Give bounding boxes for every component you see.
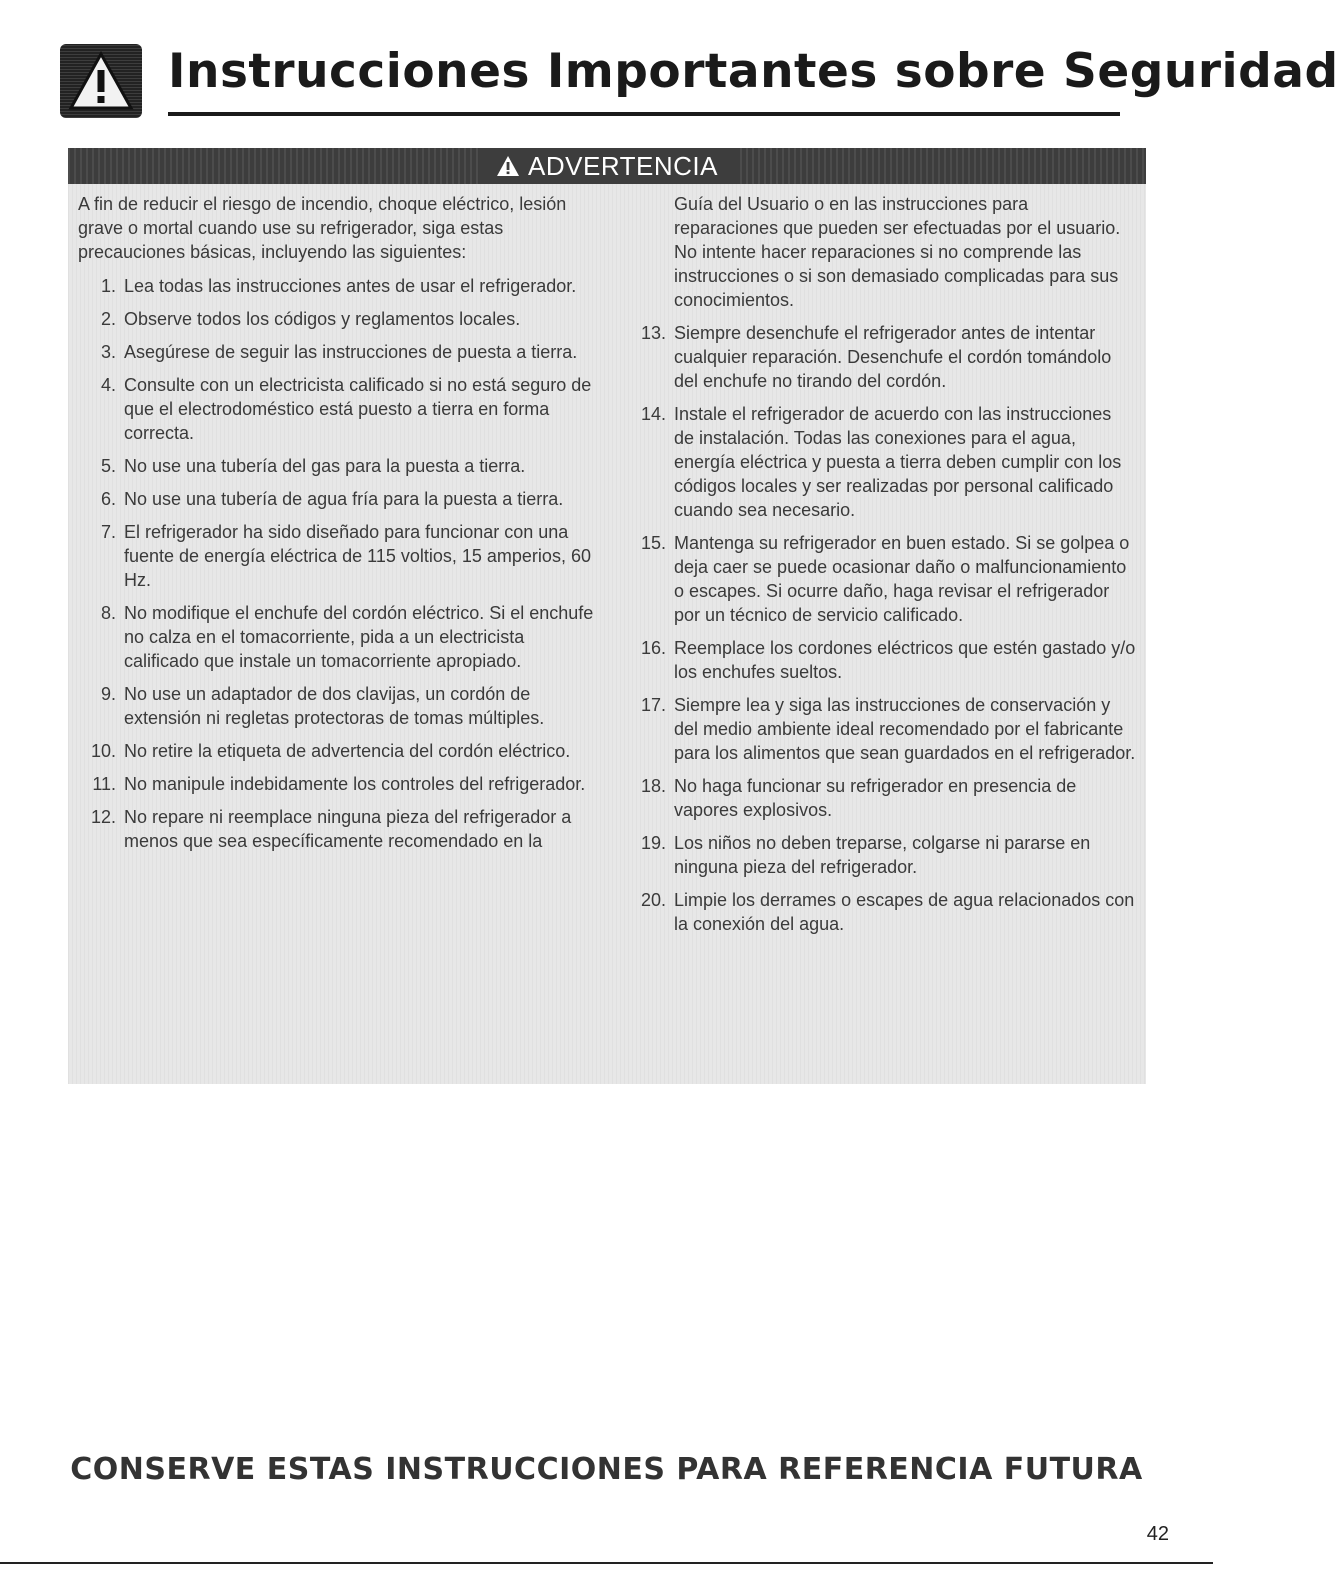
list-item xyxy=(78,454,598,478)
item-text: Siempre desenchufe el refrigerador antes de intentar cualquier reparación. Desenchufe el cordón tomándolo del enchufe no tirando del cordón. xyxy=(674,323,1112,391)
item-text: No repare ni reemplace ninguna pieza del refrigerador a menos que sea específicamente recomendado en la xyxy=(124,807,572,851)
item-number: 3. xyxy=(100,342,116,362)
item-number: 2. xyxy=(100,309,116,329)
item-number: 1. xyxy=(100,276,116,296)
item-number: 12. xyxy=(90,807,116,827)
list-item xyxy=(78,682,598,730)
item-number: 19. xyxy=(640,833,666,853)
list-item xyxy=(636,321,1136,393)
item-text: Observe todos los códigos y reglamentos locales. xyxy=(124,309,521,329)
list-item xyxy=(636,402,1136,522)
item-text: Mantenga su refrigerador en buen estado. Si se golpea o deja caer se puede ocasionar daño o malfuncionamiento o escapes. Si ocurre daño, haga revisar el refrigerador por un técnico de servicio calificado. xyxy=(674,533,1130,625)
list-item xyxy=(78,373,598,445)
item-text: Consulte con un electricista calificado si no está seguro de que el electrodoméstico está puesto a tierra en forma correcta. xyxy=(124,375,592,443)
warning-banner xyxy=(68,148,1146,184)
item-text: No use una tubería de agua fría para la puesta a tierra. xyxy=(124,489,564,509)
warning-intro: A fin de reducir el riesgo de incendio, choque eléctrico, lesión grave o mortal cuando use su refrigerador, siga estas precauciones básicas, incluyendo las siguientes: xyxy=(78,194,567,262)
page-number: 42 xyxy=(1146,1523,1169,1545)
item-number: 6. xyxy=(100,489,116,509)
list-item-continued xyxy=(636,192,1136,312)
item-text: No retire la etiqueta de advertencia del cordón eléctrico. xyxy=(124,741,571,761)
footer-note: CONSERVE ESTAS INSTRUCCIONES PARA REFERENCIA FUTURA xyxy=(70,1452,1143,1487)
item-number: 8. xyxy=(100,603,116,623)
list-item xyxy=(78,340,598,364)
item-number xyxy=(636,192,674,312)
item-text: Siempre lea y siga las instrucciones de conservación y del medio ambiente ideal recomendado por el fabricante para los alimentos que sean guardados en el refrigerador. xyxy=(674,695,1136,763)
item-text: No haga funcionar su refrigerador en presencia de vapores explosivos. xyxy=(674,776,1077,820)
list-item xyxy=(78,772,598,796)
list-item xyxy=(636,636,1136,684)
list-item xyxy=(78,487,598,511)
list-item xyxy=(636,531,1136,627)
list-item xyxy=(636,693,1136,765)
item-text: Instale el refrigerador de acuerdo con las instrucciones de instalación. Todas las conexiones para el agua, energía eléctrica y puesta a tierra deben cumplir con los códigos locales y ser realizadas por personal calificado cuando sea necesario. xyxy=(674,404,1122,520)
item-text: Asegúrese de seguir las instrucciones de puesta a tierra. xyxy=(124,342,578,362)
warning-column-right xyxy=(636,192,1136,945)
warning-banner-label-group xyxy=(478,148,736,184)
item-text: Los niños no deben treparse, colgarse ni pararse en ninguna pieza del refrigerador. xyxy=(674,833,1091,877)
list-item xyxy=(636,774,1136,822)
warning-label: ADVERTENCIA xyxy=(528,151,718,181)
item-number: 11. xyxy=(92,774,116,794)
list-item xyxy=(78,307,598,331)
item-number: 9. xyxy=(100,684,116,704)
list-item xyxy=(78,739,598,763)
item-text: Guía del Usuario o en las instrucciones para reparaciones que pueden ser efectuadas por el usuario. No intente hacer reparaciones si no comprende las instrucciones o si son demasiado complicadas para sus conocimientos. xyxy=(674,194,1121,310)
item-number: 17. xyxy=(640,695,666,715)
item-text: No manipule indebidamente los controles del refrigerador. xyxy=(124,774,586,794)
page-header xyxy=(60,36,1339,126)
title-underline xyxy=(168,112,1120,116)
item-number: 18. xyxy=(640,776,666,796)
item-text: Limpie los derrames o escapes de agua relacionados con la conexión del agua. xyxy=(674,890,1135,934)
warning-column-left xyxy=(78,192,598,862)
item-number: 5. xyxy=(100,456,116,476)
item-number: 7. xyxy=(100,522,116,542)
warning-triangle-icon xyxy=(60,44,142,118)
list-item xyxy=(78,805,598,853)
list-item xyxy=(78,520,598,592)
item-number: 14. xyxy=(640,404,666,424)
warning-box xyxy=(68,148,1146,1084)
list-item xyxy=(78,601,598,673)
item-text: Reemplace los cordones eléctricos que estén gastado y/o los enchufes sueltos. xyxy=(674,638,1136,682)
item-text: No modifique el enchufe del cordón eléctrico. Si el enchufe no calza en el tomacorriente, pida a un electricista calificado que instale un tomacorriente apropiado. xyxy=(124,603,594,671)
item-number: 15. xyxy=(640,533,666,553)
list-item xyxy=(636,888,1136,936)
item-text: Lea todas las instrucciones antes de usar el refrigerador. xyxy=(124,276,577,296)
item-number: 10. xyxy=(90,741,116,761)
warning-triangle-icon xyxy=(496,155,520,177)
list-item xyxy=(636,831,1136,879)
item-number: 4. xyxy=(100,375,116,395)
item-number: 16. xyxy=(640,638,666,658)
bottom-divider xyxy=(0,1562,1213,1564)
item-text: El refrigerador ha sido diseñado para funcionar con una fuente de energía eléctrica de 115 voltios, 15 amperios, 60 Hz. xyxy=(124,522,591,590)
page-title: Instrucciones Importantes sobre Seguridad xyxy=(168,44,1339,99)
item-number: 13. xyxy=(640,323,666,343)
list-item xyxy=(78,274,598,298)
item-text: No use un adaptador de dos clavijas, un cordón de extensión ni regletas protectoras de tomas múltiples. xyxy=(124,684,545,728)
item-text: No use una tubería del gas para la puesta a tierra. xyxy=(124,456,526,476)
item-number: 20. xyxy=(640,890,666,910)
